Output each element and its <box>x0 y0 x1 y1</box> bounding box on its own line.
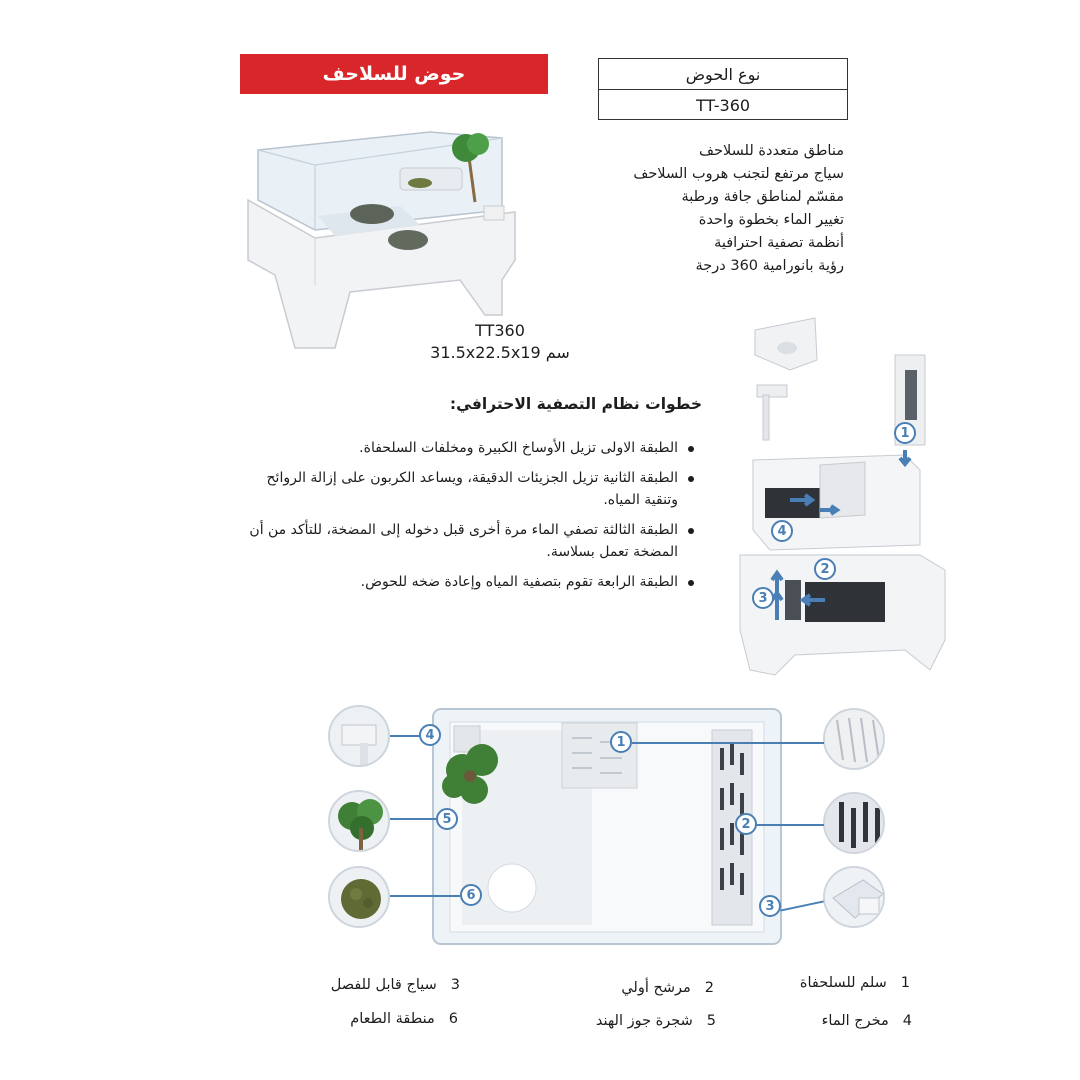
feature-item: أنظمة تصفية احترافية <box>714 235 844 251</box>
water-outlet-closeup <box>328 705 390 767</box>
legend-item <box>800 975 910 991</box>
palm-tree-closeup <box>328 790 390 852</box>
removable-fence-closeup <box>823 866 885 928</box>
tank-type-value: TT-360 <box>695 95 751 115</box>
callout-number: 4 <box>771 520 793 542</box>
tank-top-view <box>432 708 782 945</box>
legend-item <box>822 1013 912 1029</box>
callout-number: 2 <box>814 558 836 580</box>
legend-label: منطقة الطعام <box>350 1011 435 1027</box>
callout-number: 1 <box>894 422 916 444</box>
legend-number: 3 <box>450 977 460 993</box>
turtle-tank-image <box>240 110 530 355</box>
callout-number: 3 <box>759 895 781 917</box>
leader-line <box>390 818 436 820</box>
callout-number: 4 <box>419 724 441 746</box>
legend-number: 6 <box>448 1011 458 1027</box>
feature-item: تغيير الماء بخطوة واحدة <box>698 212 844 228</box>
feature-item: سياج مرتفع لتجنب هروب السلاحف <box>633 166 844 182</box>
feature-list <box>564 140 844 278</box>
legend-item <box>596 1013 716 1029</box>
leader-line <box>632 742 824 744</box>
legend-number: 1 <box>900 975 910 991</box>
legend-number: 2 <box>704 980 714 996</box>
leader-line <box>390 735 420 737</box>
product-caption <box>380 320 620 364</box>
legend-label: شجرة جوز الهند <box>595 1013 693 1029</box>
feature-item: مناطق متعددة للسلاحف <box>699 143 844 159</box>
legend-label: مخرج الماء <box>821 1013 889 1029</box>
page-title: حوض للسلاحف <box>240 54 548 94</box>
filter-step: الطبقة الاولى تزيل الأوساخ الكبيرة ومخلفات السلحفاة. <box>236 437 696 459</box>
filter-exploded-diagram <box>735 310 955 685</box>
legend-label: مرشح أولي <box>621 980 691 996</box>
product-size: 31.5x22.5x19 سم <box>430 343 570 362</box>
callout-number: 6 <box>460 884 482 906</box>
legend-number: 5 <box>706 1013 716 1029</box>
tank-type-table <box>598 58 848 120</box>
prefilter-closeup <box>823 792 885 854</box>
feature-item: رؤية بانورامية 360 درجة <box>695 258 844 274</box>
food-area-closeup <box>328 866 390 928</box>
legend-item <box>621 980 714 996</box>
filter-step: الطبقة الثالثة تصفي الماء مرة أخرى قبل دخوله إلى المضخة، للتأكد من أن المضخة تعمل بسلاسة. <box>236 519 696 563</box>
tank-type-label: نوع الحوض <box>599 59 847 90</box>
leader-line <box>756 824 824 826</box>
callout-number: 5 <box>436 808 458 830</box>
filter-steps-title: خطوات نظام التصفية الاحترافي: <box>449 395 702 413</box>
ladder-closeup <box>823 708 885 770</box>
filter-step: الطبقة الرابعة تقوم بتصفية المياه وإعادة ضخه للحوض. <box>236 571 696 593</box>
leader-line <box>780 900 823 911</box>
feature-item: مقسّم لمناطق جافة ورطبة <box>681 189 844 205</box>
legend-label: سلم للسلحفاة <box>799 975 887 991</box>
filter-steps-list <box>236 437 696 601</box>
legend-item <box>350 1011 458 1027</box>
legend-number: 4 <box>902 1013 912 1029</box>
product-model: TT360 <box>475 321 525 340</box>
legend-label: سياج قابل للفصل <box>330 977 437 993</box>
callout-number: 2 <box>735 813 757 835</box>
callout-number: 1 <box>610 731 632 753</box>
filter-step: الطبقة الثانية تزيل الجزيئات الدقيقة، ويساعد الكربون على إزالة الروائح وتنقية المياه. <box>236 467 696 511</box>
leader-line <box>390 895 460 897</box>
callout-number: 3 <box>752 587 774 609</box>
legend-item <box>331 977 460 993</box>
